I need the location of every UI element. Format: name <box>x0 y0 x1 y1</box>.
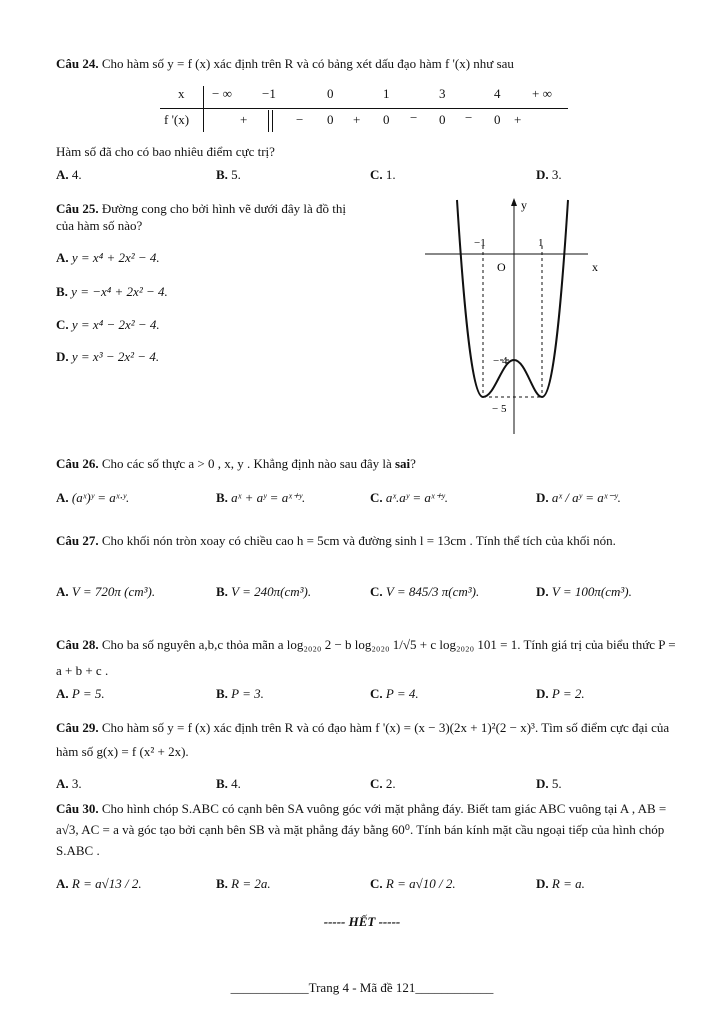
option-a[interactable]: A. V = 720π (cm³). <box>56 584 156 599</box>
table-x-value: 3 <box>439 86 446 101</box>
question-24 <box>56 55 676 72</box>
question-number: Câu 24. <box>56 56 99 71</box>
option-a[interactable]: A. 4. <box>56 167 82 182</box>
y-axis-arrow <box>511 198 517 206</box>
curve <box>457 200 568 397</box>
question-24-prompt: Hàm số đã cho có bao nhiêu điểm cực trị? <box>56 144 275 159</box>
question-number: Câu 29. <box>56 720 99 735</box>
option-b[interactable]: B. y = −x⁴ + 2x² − 4. <box>56 284 168 299</box>
table-sign: − <box>465 110 473 125</box>
question-text: Cho hàm số y = f (x) xác định trên R và có bảng xét dấu đạo hàm f '(x) như sau <box>101 56 514 71</box>
end-marker: ----- HẾT ----- <box>323 914 401 929</box>
question-27 <box>56 532 676 549</box>
question-text: Cho hình chóp S.ABC có cạnh bên SA vuông góc với mặt phẳng đáy. Biết tam giác ABC vuông tại A , AB = a√3, AC = a và góc tạo bởi cạnh bên SB và mặt phẳng đáy bằng 60⁰. Tính bán kính mặt cầu ngoại tiếp của hình chóp S.ABC . <box>56 801 667 858</box>
option-c[interactable]: C. P = 4. <box>370 686 419 701</box>
options-30 <box>56 876 676 896</box>
option-c[interactable]: C. R = a√10 / 2. <box>370 876 456 891</box>
table-fp-label: f '(x) <box>164 112 190 127</box>
question-29 <box>56 716 676 764</box>
options-24 <box>56 167 676 187</box>
emphasis-text: sai <box>394 456 411 471</box>
option-d[interactable]: D. y = x³ − 2x² − 4. <box>56 349 160 364</box>
option-a[interactable]: A. y = x⁴ + 2x² − 4. <box>56 250 160 265</box>
option-a[interactable]: A. 3. <box>56 776 82 791</box>
question-text: Đường cong cho bởi hình vẽ dưới đây là đồ thị của hàm số nào? <box>56 201 346 233</box>
table-x-value: 4 <box>494 86 501 101</box>
table-x-value: + ∞ <box>532 86 552 101</box>
table-sign: − <box>296 112 304 127</box>
option-a[interactable]: A. P = 5. <box>56 686 105 701</box>
options-29 <box>56 776 676 796</box>
function-graph <box>420 190 610 440</box>
table-sign: − <box>410 110 418 125</box>
options-26 <box>56 490 676 510</box>
origin-label: O <box>497 260 506 274</box>
option-b[interactable]: B. 4. <box>216 776 241 791</box>
table-sign: 0 <box>494 112 501 127</box>
option-b[interactable]: B. R = 2a. <box>216 876 271 891</box>
option-b[interactable]: B. 5. <box>216 167 241 182</box>
option-b[interactable]: B. aˣ + aʸ = aˣ⁺ʸ. <box>216 490 306 505</box>
option-b[interactable]: B. P = 3. <box>216 686 264 701</box>
option-a[interactable]: A. R = a√13 / 2. <box>56 876 142 891</box>
question-30 <box>56 798 676 861</box>
option-c[interactable]: C. 2. <box>370 776 396 791</box>
table-sign: 0 <box>383 112 390 127</box>
option-d[interactable]: D. aˣ / aʸ = aˣ⁻ʸ. <box>536 490 621 505</box>
question-26: Câu 26. Cho các số thực a > 0 , x, y . Khẳng định nào sau đây là sai? <box>56 456 416 471</box>
question-number: Câu 27. <box>56 533 99 548</box>
option-d[interactable]: D. R = a. <box>536 876 585 891</box>
option-c[interactable]: C. 1. <box>370 167 396 182</box>
options-27 <box>56 584 676 604</box>
question-number: Câu 28. <box>56 637 99 652</box>
tick-label: −1 <box>474 237 486 249</box>
table-x-label: x <box>178 86 185 101</box>
option-b[interactable]: B. V = 240π(cm³). <box>216 584 312 599</box>
question-25 <box>56 200 366 234</box>
question-text: Cho ba số nguyên a,b,c thỏa mãn a log₂₀₂₀ 2 − b log₂₀₂₀ 1/√5 + c log₂₀₂₀ 101 = 1. Tính giá trị của biểu thức P = a + b + c . <box>56 637 676 678</box>
table-x-value: 1 <box>383 86 390 101</box>
table-sign: + <box>514 112 522 127</box>
option-d[interactable]: D. 3. <box>536 167 562 182</box>
question-text: Cho các số thực a > 0 , x, y . Khẳng định nào sau đây là <box>101 456 395 471</box>
page-footer: ____________Trang 4 - Mã đề 121____________ <box>230 980 494 995</box>
option-c[interactable]: C. aˣ.aʸ = aˣ⁺ʸ. <box>370 490 448 505</box>
option-d[interactable]: D. P = 2. <box>536 686 585 701</box>
table-sign: 0 <box>327 112 334 127</box>
table-x-value: 0 <box>327 86 334 101</box>
options-28 <box>56 686 676 706</box>
option-c[interactable]: C. V = 845/3 π(cm³). <box>370 584 480 599</box>
x-axis-label: x <box>592 260 598 274</box>
option-a[interactable]: A. (aˣ)ʸ = aˣ·ʸ. <box>56 490 130 505</box>
tick-label: − 4 <box>493 355 508 367</box>
tick-label: 1 <box>538 237 544 249</box>
option-c[interactable]: C. y = x⁴ − 2x² − 4. <box>56 317 160 332</box>
table-sign: + <box>240 112 248 127</box>
question-text: Cho khối nón tròn xoay có chiều cao h = 5cm và đường sinh l = 13cm . Tính thể tích của khối nón. <box>101 533 616 548</box>
y-axis-label: y <box>521 198 527 212</box>
table-sign: 0 <box>439 112 446 127</box>
question-number: Câu 26. <box>56 456 99 471</box>
question-text: Cho hàm số y = f (x) xác định trên R và có đạo hàm f '(x) = (x − 3)(2x + 1)²(2 − x)³. Tìm số điểm cực đại của hàm số g(x) = f (x² + 2x). <box>56 720 670 759</box>
question-number: Câu 25. <box>56 201 99 216</box>
sign-table <box>160 86 568 134</box>
question-number: Câu 30. <box>56 801 99 816</box>
tick-label: − 5 <box>492 403 507 415</box>
option-d[interactable]: D. V = 100π(cm³). <box>536 584 632 599</box>
option-d[interactable]: D. 5. <box>536 776 562 791</box>
table-x-value: − ∞ <box>212 86 232 101</box>
table-x-value: −1 <box>262 86 276 101</box>
question-28 <box>56 632 676 684</box>
table-sign: + <box>353 112 361 127</box>
